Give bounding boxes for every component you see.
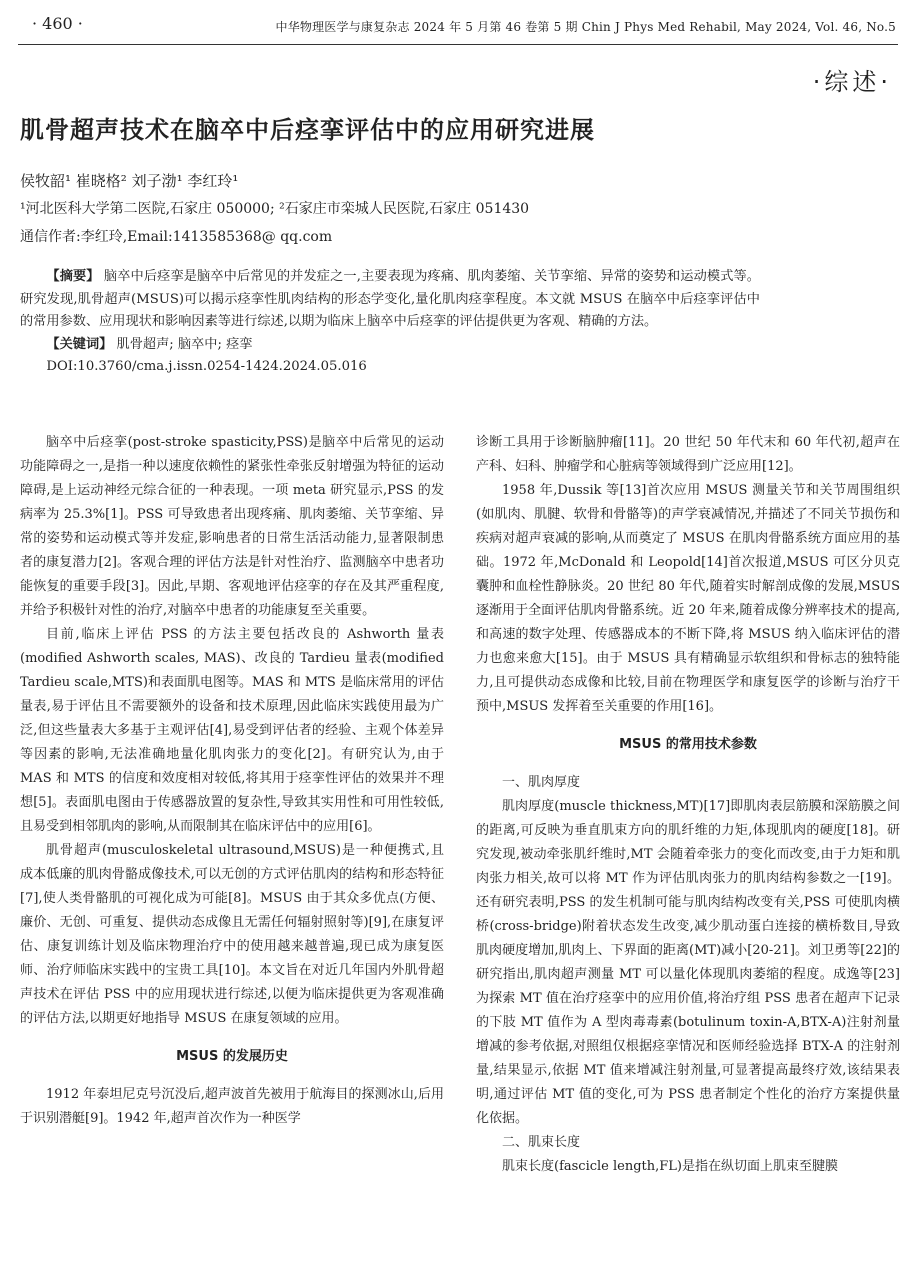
paragraph: 1912 年泰坦尼克号沉没后,超声波首先被用于航海目的探测冰山,后用于识别潜艇[9]。1942 年,超声首次作为一种医学 [20,1087,444,1126]
affiliations: ¹河北医科大学第二医院,石家庄 050000; ²石家庄市栾城人民医院,石家庄 051430 [20,201,530,217]
section-heading-parameters: MSUS 的常用技术参数 [619,737,757,752]
paragraph: 目前,临床上评估 PSS 的方法主要包括改良的 Ashworth 量表(modified Ashworth scales, MAS)、改良的 Tardieu 量表(modified Tardieu scale,MTS)和表面肌电图等。MAS 和 MTS 是临床常用的评估量表,易于评估且不需要额外的设备和技术原理,因此临床实践使用最为广泛,但这些量表大多基于主观评估[4],易受到评估者的经验、主观个体差异等因素的影响,无法准确地量化肌肉张力的变化[2]。有研究认为,由于 MAS 和 MTS 的信度和效度相对较低,将其用于痉挛性评估的效果并不理想[5]。表面肌电图由于传感器放置的复杂性,导致其实用性和可用性较低,且易受到相邻肌肉的影响,从而限制其在临床评估中的应用[6]。 [20,627,444,834]
subheading-muscle-thickness: 一、肌肉厚度 [502,775,581,790]
body-column-right [476,431,900,1179]
doi: DOI:10.3760/cma.j.issn.0254-1424.2024.05.016 [46,359,367,374]
header-rule [18,44,898,45]
running-head: 中华物理医学与康复杂志 2024 年 5 月第 46 卷第 5 期 Chin J Phys Med Rehabil, May 2024, Vol. 46, No.5 [275,20,896,34]
correspondence: 通信作者:李红玲,Email:1413585368@ qq.com [20,229,333,245]
article-title: 肌骨超声技术在脑卒中后痉挛评估中的应用研究进展 [20,116,595,144]
keywords-label: 【关键词】 [46,336,113,352]
page-number: · 460 · [32,14,83,33]
abstract-label: 【摘要】 [46,269,100,284]
paragraph: 1958 年,Dussik 等[13]首次应用 MSUS 测量关节和关节周围组织(如肌肉、肌腱、软骨和骨骼等)的声学衰减情况,并描述了不同关节损伤和疾病对超声衰减的影响,从而奠定了 MSUS 在肌肉骨骼系统方面应用的基础。1972 年,McDonald 和 Leopold[14]首次报道,MSUS 可区分贝克囊肿和血栓性静脉炎。20 世纪 80 年代,随着实时解剖成像的发展,MSUS 逐渐用于全面评估肌肉骨骼系统。近 20 年来,随着成像分辨率技术的提高,和高速的数字处理、传感器成本的不断下降,将 MSUS 纳入临床评估的潜力也愈来愈大[15]。由于 MSUS 具有精确显示软组织和骨标志的独特能力,且可提供动态成像和比较,目前在物理医学和康复医学的诊断与治疗干预中,MSUS 发挥着至关重要的作用[16]。 [476,483,900,714]
author-list: 侯牧韶¹ 崔晓格² 刘子渤¹ 李红玲¹ [20,172,239,190]
subheading-fascicle-length: 二、肌束长度 [502,1135,581,1150]
abstract-block [20,266,760,379]
section-label: ·综述· [812,68,892,96]
paragraph: 肌肉厚度(muscle thickness,MT)[17]即肌肉表层筋膜和深筋膜之间的距离,可反映为垂直肌束方向的肌纤维的力矩,体现肌肉的硬度[18]。研究发现,被动牵张肌纤维时,MT 会随着牵张力的变化而改变,由于力矩和肌肉张力相关,故可以将 MT 作为评估肌肉张力的肌肉结构参数之一[19]。还有研究表明,PSS 的发生机制可能与肌肉结构改变有关,PSS 可使肌肉横桥(cross-bridge)附着状态发生改变,减少肌动蛋白连接的横桥数目,导致肌肉硬度增加,肌肉上、下界面的距离(MT)减小[20-21]。刘卫勇等[22]的研究指出,肌肉超声测量 MT 可以量化体现肌肉萎缩的程度。成逸等[23]为探索 MT 值在治疗痉挛中的应用价值,将治疗组 PSS 患者在超声下记录的下肢 MT 值作为 A 型肉毒毒素(botulinum toxin-A,BTX-A)注射剂量增减的参考依据,对照组仅根据痉挛情况和医师经验选择 BTX-A 的注射剂量,结果显示,依据 MT 值来增减注射剂量,可显著提高最终疗效,该结果表明,通过评估 MT 值的变化,可为 PSS 患者制定个性化的治疗方案提供量化依据。 [476,799,900,1126]
paragraph: 肌骨超声(musculoskeletal ultrasound,MSUS)是一种便携式,且成本低廉的肌肉骨骼成像技术,可以无创的方式评估肌肉的结构和形态特征[7],使人类骨骼肌的可视化成为可能[8]。MSUS 由于其众多优点(方便、廉价、无创、可重复、提供动态成像且无需任何辐射照射等)[9],在康复评估、康复训练计划及临床物理治疗中的使用越来越普遍,现已成为康复医师、治疗师临床实践中的宝贵工具[10]。本文旨在对近几年国内外肌骨超声技术在评估 PSS 中的应用现状进行综述,以便为临床提供更为客观准确的评估方法,以期更好地指导 MSUS 在康复领域的应用。 [20,843,444,1026]
paragraph: 脑卒中后痉挛(post-stroke spasticity,PSS)是脑卒中后常见的运动功能障碍之一,是指一种以速度依赖性的紧张性牵张反射增强为特征的运动障碍,是上运动神经元综合征的一种表现。一项 meta 研究显示,PSS 的发病率为 25.3%[1]。PSS 可导致患者出现疼痛、肌肉萎缩、关节挛缩、异常的姿势和运动模式等并发症,影响患者的日常生活活动能力,显著限制患者的康复潜力[2]。客观合理的评估方法是针对性治疗、监测脑卒中患者功能恢复的重要手段[3]。因此,早期、客观地评估痉挛的存在及其严重程度,并给予积极针对性的治疗,对脑卒中患者的功能康复至关重要。 [20,435,444,618]
paragraph: 肌束长度(fascicle length,FL)是指在纵切面上肌束至腱膜 [502,1159,839,1174]
abstract-text: 脑卒中后痉挛是脑卒中后常见的并发症之一,主要表现为疼痛、肌肉萎缩、关节挛缩、异常的姿势和运动模式等。研究发现,肌骨超声(MSUS)可以揭示痉挛性肌肉结构的形态学变化,量化肌肉痉挛程度。本文就 MSUS 在脑卒中后痉挛评估中的常用参数、应用现状和影响因素等进行综述,以期为临床上脑卒中后痉挛的评估提供更为客观、精确的方法。 [20,269,760,329]
keywords-text: 肌骨超声; 脑卒中; 痉挛 [116,336,253,352]
paragraph: 诊断工具用于诊断脑肿瘤[11]。20 世纪 50 年代末和 60 年代初,超声在产科、妇科、肿瘤学和心脏病等领域得到广泛应用[12]。 [476,435,900,474]
section-heading-history: MSUS 的发展历史 [176,1049,288,1064]
body-column-left [20,431,444,1131]
